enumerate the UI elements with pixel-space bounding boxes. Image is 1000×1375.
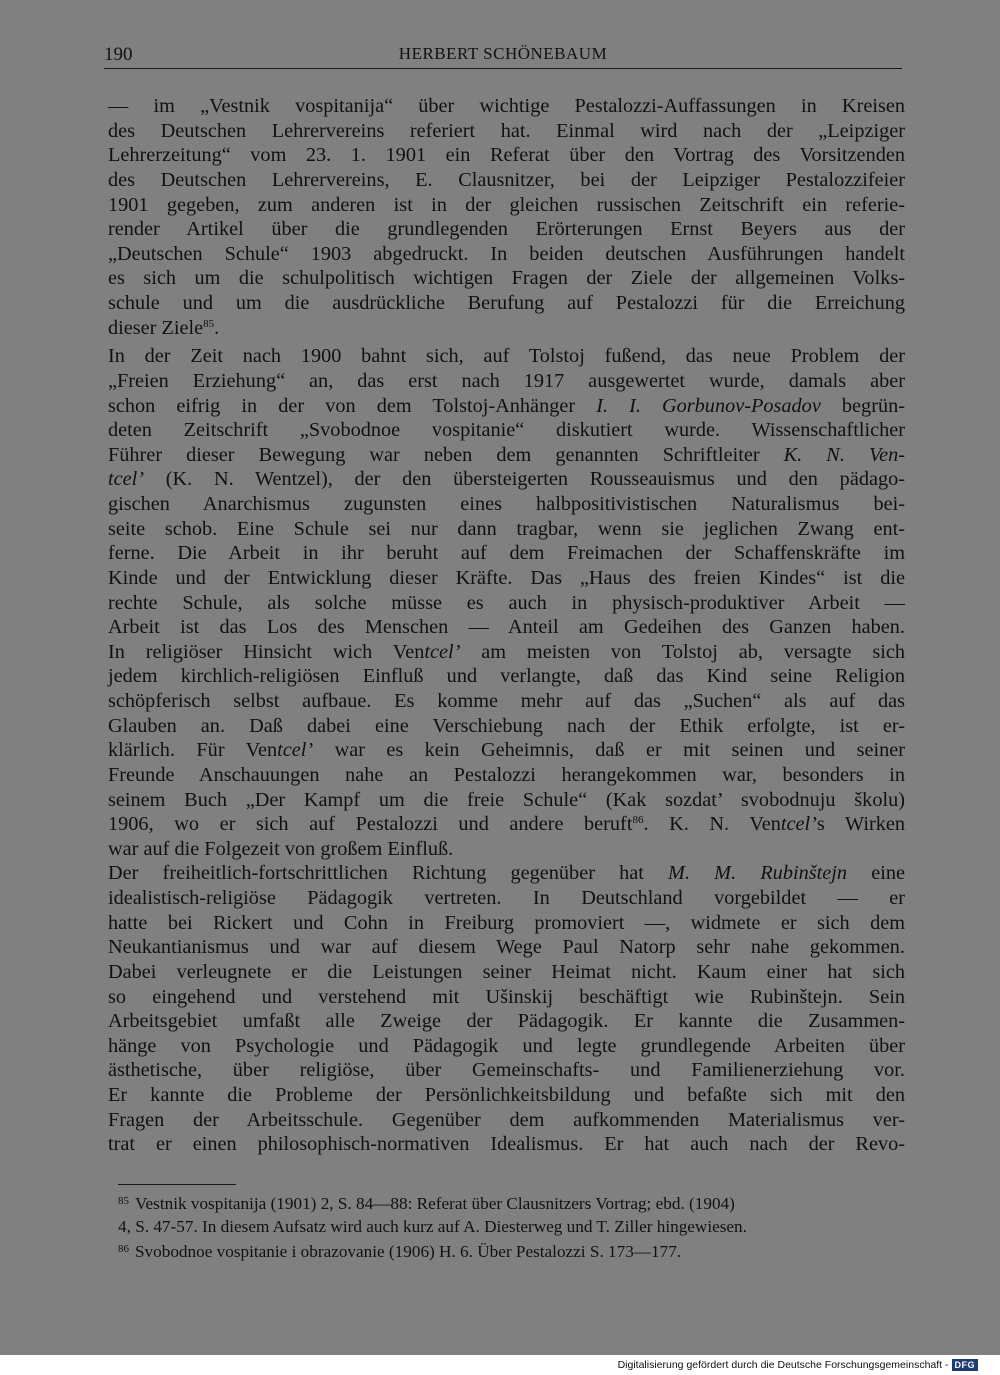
text-line: schöpferisch selbst aufbaue. Es komme mehr auf das „Suchen“ als auf das [108,690,905,712]
text-fragment: . K. N. Ventcel’s Wirken [643,813,905,836]
running-head: HERBERT SCHÖNEBAUM [398,44,608,63]
text-line: Freunde Anschauungen nahe an Pestalozzi herangekommen war, besonders in [108,763,905,786]
text-line: deten Zeitschrift „Svobodnoe vospitanie“ diskutiert wurde. Wissenschaftlicher [108,419,905,442]
text-line: Glauben an. Daß dabei eine Verschiebung nach der Ethik erfolgte, ist er- [108,714,905,737]
text-line: 1901 gegeben, zum anderen ist in der gleichen russischen Zeitschrift ein referie- [108,193,905,216]
text-line: In religiöser Hinsicht wich Ventcel’ am meisten von Tolstoj ab, versagte sich [108,640,905,663]
text-line: hatte bei Rickert und Cohn in Freiburg promoviert —, widmete er sich dem [108,911,905,934]
paragraph-2 [108,344,905,861]
text-line: rechte Schule, als solche müsse es auch in physisch-produktiver Arbeit — [108,591,905,614]
text-line: Er kannte die Probleme der Persönlichkeitsbildung und befaßte sich mit den [108,1084,905,1106]
text-line: Arbeitsgebiet umfaßt alle Zweige der Pädagogik. Er kannte die Zusammen- [108,1010,905,1033]
footnote-ref-85[interactable]: 85 [203,317,215,330]
footnote-text: Svobodnoe vospitanie i obrazovanie (1906) H. 6. Über Pestalozzi S. 173—177. [135,1242,682,1261]
text-line: Der freiheitlich-fortschrittlichen Richtung gegenüber hat M. M. Rubinštejn eine [108,862,905,885]
text-line: ästhetische, über religiöse, über Gemeinschafts- und Familienerziehung vor. [108,1059,905,1082]
text-line: klärlich. Für Ventcel’ war es kein Geheimnis, daß er mit seinen und seiner [108,739,905,762]
text-line: des Deutschen Lehrervereins, E. Clausnitzer, bei der Leipziger Pestalozzifeier [108,168,905,191]
text-line: Neukantianismus und war auf diesem Wege Paul Natorp sehr nahe gekommen. [108,936,905,959]
body-text [108,94,905,1157]
text-line: ferne. Die Arbeit in ihr beruht auf dem Freimachen der Schaffenskräfte im [108,542,905,565]
text-line: In der Zeit nach 1900 bahnt sich, auf Tolstoj fußend, das neue Problem der [108,345,905,368]
paragraph-3 [108,861,905,1157]
text-line: schule und um die ausdrückliche Berufung auf Pestalozzi für die Erreichung [108,292,905,314]
text-line: war auf die Folgezeit von großem Einfluß. [108,837,454,860]
text-line: „Deutschen Schule“ 1903 abgedruckt. In beiden deutschen Ausführungen handelt [108,242,905,265]
text-line: es sich um die schulpolitisch wichtigen Fragen der Ziele der allgemeinen Volks- [108,267,905,290]
footnote-86 [118,1238,915,1263]
text-line: hänge von Psychologie und Pädagogik und legte grundlegende Arbeiten über [108,1034,905,1057]
text-fragment: dieser Ziele [108,316,204,339]
dfg-logo-icon: DFG [952,1359,979,1371]
text-line: so eingehend und verstehend mit Ušinskij beschäftigt wie Rubinštejn. Sein [108,985,905,1008]
text-line: idealistisch-religiöse Pädagogik vertreten. In Deutschland vorgebildet — er [108,887,905,909]
footnote-separator [118,1184,236,1185]
text-line: — im „Vestnik vospitanija“ über wichtige Pestalozzi-Auffassungen in Kreisen [108,95,905,117]
text-line: Arbeit ist das Los des Menschen — Anteil am Gedeihen des Ganzen haben. [108,616,905,639]
text-line: trat er einen philosophisch-normativen Idealismus. Er hat auch nach der Revo- [108,1133,905,1156]
text-line: des Deutschen Lehrervereins referiert hat. Einmal wird nach der „Leipziger [108,119,905,142]
text-line: Lehrerzeitung“ vom 23. 1. 1901 ein Referat über den Vortrag des Vorsitzenden [108,144,905,167]
text-line: render Artikel über die grundlegenden Erörterungen Ernst Beyers aus der [108,218,905,241]
text-line: Fragen der Arbeitsschule. Gegenüber dem aufkommenden Materialismus ver- [108,1108,905,1131]
text-line: schon eifrig in der von dem Tolstoj-Anhänger I. I. Gorbunov-Posadov begrün- [108,394,905,417]
page-number: 190 [104,44,133,65]
footnote-85 [118,1190,915,1215]
text-line: seinem Buch „Der Kampf um die freie Schule“ (Kak sozdat’ svobodnuju školu) [108,788,905,811]
text-line: tcel’ (K. N. Wentzel), der den übersteigerten Rousseauismus und den pädago- [108,468,905,491]
text-line: Kinde und der Entwicklung dieser Kräfte. Das „Haus des freien Kindes“ ist die [108,566,905,589]
footnotes [118,1190,915,1263]
text-line: gischen Anarchismus zugunsten eines halbpositivistischen Naturalismus bei- [108,493,905,515]
credit-text: Digitalisierung gefördert durch die Deutsche Forschungsgemeinschaft - [617,1359,949,1371]
footnote-ref-86[interactable]: 86 [632,814,644,827]
text-line [108,316,905,341]
footnote-number: 86 [118,1243,129,1255]
text-line [108,812,905,837]
text-fragment: 1906, wo er sich auf Pestalozzi und andere beruft [108,813,633,836]
text-line: „Freien Erziehung“ an, das erst nach 1917 ausgewertet wurde, damals aber [108,369,905,392]
text-fragment: . [214,316,220,339]
paragraph-1 [108,94,905,340]
footnote-85-continued: 4, S. 47-57. In diesem Aufsatz wird auch kurz auf A. Diesterweg und T. Ziller hingewiesen. [118,1217,747,1236]
text-line: Führer dieser Bewegung war neben dem genannten Schriftleiter K. N. Ven- [108,443,906,466]
text-line: jedem kirchlich-religiösen Einfluß und verlangte, daß das Kind seine Religion [108,665,905,688]
footnote-number: 85 [118,1195,129,1207]
text-line: Dabei verleugnete er die Leistungen seiner Heimat nicht. Kaum einer hat sich [108,960,905,983]
digitization-credit [618,1356,978,1374]
page-header [104,44,902,69]
text-line: seite schob. Eine Schule sei nur dann tragbar, wenn sie jeglichen Zwang ent- [108,517,905,540]
footnote-text: Vestnik vospitanija (1901) 2, S. 84—88: Referat über Clausnitzers Vortrag; ebd. (1904) [135,1194,735,1213]
